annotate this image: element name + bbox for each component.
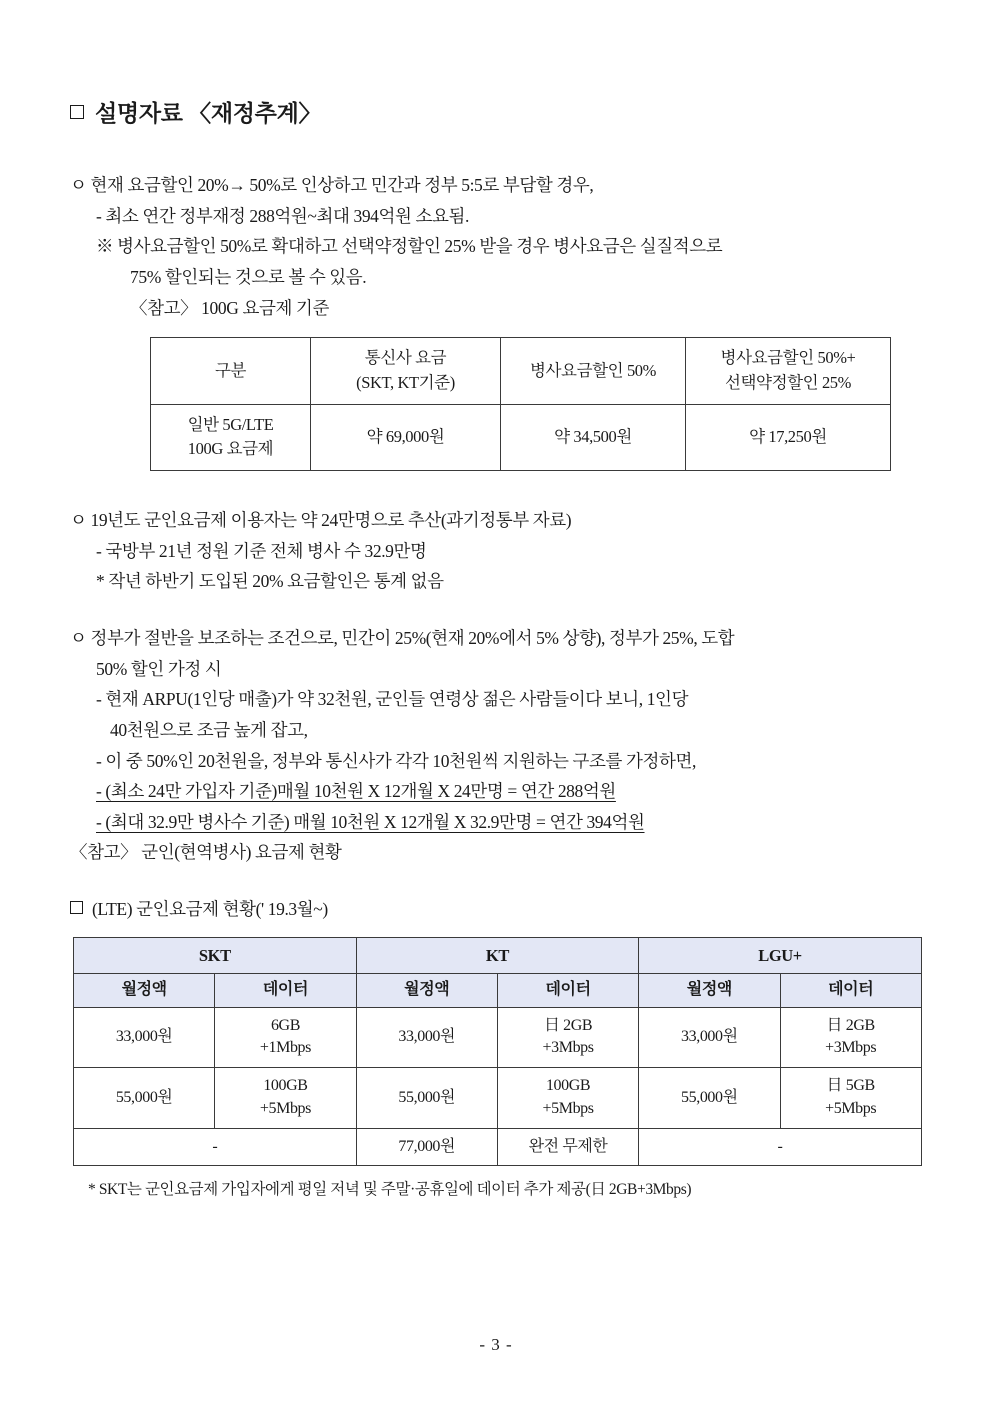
reference-label: 〈참고〉 군인(현역병사) 요금제 현황: [70, 842, 342, 863]
bullet-line: ※ 병사요금할인 50%로 확대하고 선택약정할인 25% 받을 경우 병사요금은 실질적으로: [96, 236, 723, 257]
bullet-line: 75% 할인되는 것으로 볼 수 있음.: [130, 266, 367, 287]
td-lgu-data-line1: 日 5GB: [826, 1077, 875, 1095]
th-combined-discount: [686, 338, 891, 405]
square-bullet-icon: [70, 901, 83, 914]
table-header-row-carriers: [74, 937, 922, 973]
td-kt-fee: 77,000원: [356, 1128, 497, 1166]
td-lgu-data-line2: +5Mbps: [825, 1099, 877, 1117]
td-kt-data-line2: +5Mbps: [542, 1099, 594, 1117]
spacer: [70, 597, 922, 623]
table-header-row: [151, 338, 891, 405]
table-military-plans: [73, 937, 922, 1167]
td-kt-data-line1: 100GB: [545, 1077, 591, 1095]
th-kt-fee: 월정액: [356, 974, 497, 1008]
td-lgu-none: -: [639, 1128, 922, 1166]
table-row: [74, 1128, 922, 1166]
subsection-title-text: (LTE) 군인요금제 현황(' 19.3월~): [92, 899, 328, 919]
td-skt-data: [215, 1007, 356, 1067]
bullet-line: - 최소 연간 정부재정 288억원~최대 394억원 소요됨.: [96, 205, 470, 226]
th-carrier-fee-line1: 통신사 요금: [364, 348, 447, 368]
page-title-text: 설명자료 〈재정추계〉: [95, 101, 322, 126]
square-bullet-icon: [70, 105, 84, 119]
bullet-line-min-estimate: - (최소 24만 가입자 기준)매월 10천원 X 12개월 X 24만명 = 연간 288억원: [96, 781, 616, 802]
bullet-line: 40천원으로 조금 높게 잡고,: [110, 719, 308, 740]
bullet-line-max-estimate: - (최대 32.9만 병사수 기준) 매월 10천원 X 12개월 X 32.9만명 = 연간 394억원: [96, 811, 645, 832]
table-footnote: * SKT는 군인요금제 가입자에게 평일 저녁 및 주말·공휴일에 데이터 추가 제공(日 2GB+3Mbps): [88, 1181, 692, 1199]
th-lgu-fee: 월정액: [639, 974, 780, 1008]
th-carrier-skt: SKT: [74, 937, 357, 973]
section-financial-estimate: [70, 170, 922, 471]
th-category: 구분: [151, 338, 311, 405]
td-lgu-fee: 33,000원: [639, 1007, 780, 1067]
bullet-line: - 이 중 50%인 20천원을, 정부와 통신사가 각각 10천원씩 지원하는 구조를 가정하면,: [96, 750, 697, 771]
table-row: [151, 404, 891, 471]
bullet-line: 50% 할인 가정 시: [96, 658, 222, 679]
td-kt-data: 완전 무제한: [497, 1128, 638, 1166]
spacer: [70, 868, 922, 894]
table-100g-pricing: [150, 337, 891, 471]
td-kt-data-line2: +3Mbps: [542, 1039, 594, 1057]
td-skt-data-line2: +1Mbps: [259, 1039, 311, 1057]
td-kt-data: [497, 1007, 638, 1067]
bullet-line: ㅇ 정부가 절반을 보조하는 조건으로, 민간이 25%(현재 20%에서 5% 상향), 정부가 25%, 도합: [70, 628, 735, 648]
td-plan-name-line1: 일반 5G/LTE: [187, 414, 274, 434]
table-header-row-sub: [74, 974, 922, 1008]
table-row: [74, 1068, 922, 1128]
td-skt-data-line1: 6GB: [270, 1016, 300, 1034]
th-combined-discount-line2: 선택약정할인 25%: [724, 372, 851, 392]
bullet-line: - 국방부 21년 정원 기준 전체 병사 수 32.9만명: [96, 540, 427, 561]
td-soldier-discount: 약 34,500원: [501, 404, 686, 471]
td-plan-name: [151, 404, 311, 471]
td-kt-fee: 33,000원: [356, 1007, 497, 1067]
spacer: [70, 471, 922, 497]
page-title: [70, 95, 922, 128]
section-lte-plans: [70, 894, 922, 1203]
th-carrier-kt: KT: [356, 937, 639, 973]
td-lgu-data: [780, 1068, 921, 1128]
td-skt-data-line1: 100GB: [263, 1077, 308, 1095]
td-skt-data: [215, 1068, 356, 1128]
th-carrier-lgu: LGU+: [639, 937, 922, 973]
td-skt-fee: 33,000원: [74, 1007, 215, 1067]
td-kt-data-line1: 日 2GB: [543, 1016, 593, 1034]
td-combined-discount: 약 17,250원: [686, 404, 891, 471]
td-lgu-data-line2: +3Mbps: [825, 1039, 877, 1057]
td-kt-data: [497, 1068, 638, 1128]
th-lgu-data: 데이터: [780, 974, 921, 1008]
td-lgu-fee: 55,000원: [639, 1068, 780, 1128]
th-carrier-fee-line2: (SKT, KT기준): [356, 372, 455, 392]
th-carrier-fee: [311, 338, 501, 405]
td-skt-none: -: [74, 1128, 357, 1166]
bullet-line: * 작년 하반기 도입된 20% 요금할인은 통계 없음: [96, 571, 444, 592]
bullet-line: ㅇ 현재 요금할인 20%→ 50%로 인상하고 민간과 정부 5:5로 부담할 경우,: [70, 175, 594, 195]
spacer: [70, 497, 922, 505]
th-skt-fee: 월정액: [74, 974, 215, 1008]
th-soldier-discount: 병사요금할인 50%: [501, 338, 686, 405]
subsection-title: [70, 894, 922, 925]
th-combined-discount-line1: 병사요금할인 50%+: [720, 348, 856, 368]
bullet-line: - 현재 ARPU(1인당 매출)가 약 32천원, 군인들 연령상 젊은 사람들이다 보니, 1인당: [96, 689, 689, 710]
section-user-estimate: [70, 505, 922, 597]
td-carrier-fee: 약 69,000원: [311, 404, 501, 471]
reference-label: 〈참고〉 100G 요금제 기준: [130, 297, 329, 318]
td-plan-name-line2: 100G 요금제: [187, 439, 274, 459]
th-skt-data: 데이터: [215, 974, 356, 1008]
td-skt-fee: 55,000원: [74, 1068, 215, 1128]
page-number: - 3 -: [479, 1335, 513, 1354]
td-lgu-data: [780, 1007, 921, 1067]
td-skt-data-line2: +5Mbps: [259, 1099, 311, 1117]
bullet-line: ㅇ 19년도 군인요금제 이용자는 약 24만명으로 추산(과기정통부 자료): [70, 510, 572, 531]
td-lgu-data-line1: 日 2GB: [826, 1016, 875, 1034]
th-kt-data: 데이터: [497, 974, 638, 1008]
section-subsidy-assumption: [70, 623, 922, 868]
td-kt-fee: 55,000원: [356, 1068, 497, 1128]
table-row: [74, 1007, 922, 1067]
